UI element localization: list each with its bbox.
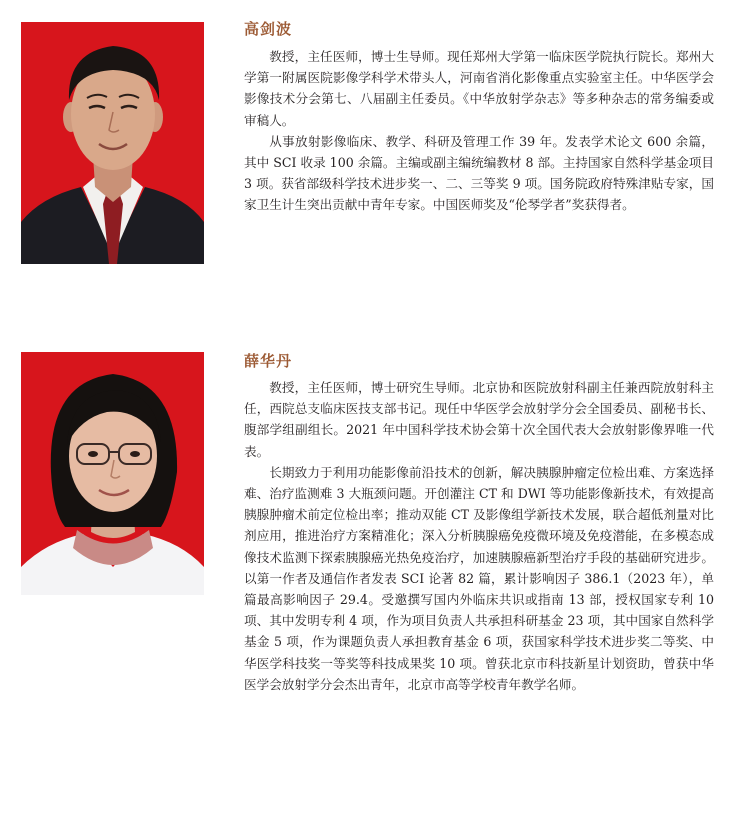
portrait-man-image [21, 22, 204, 264]
bio-paragraph: 从事放射影像临床、教学、科研及管理工作 39 年。发表学术论文 600 余篇，其中 SCI 收录 100 余篇。主编或副主编统编教材 8 部。主持国家自然科学基金项目 3 项。获省部级科学技术进步奖一、二、三等奖 9 项。国务院政府特殊津贴专家，国家卫生计生突出贡献中青年专家。中国医师奖及“伦琴学者”奖获得者。 [244, 133, 714, 213]
bio-paragraph: 长期致力于利用功能影像前沿技术的创新，解决胰腺肿瘤定位检出难、方案选择难、治疗监测难 3 大瓶颈问题。开创灌注 CT 和 DWI 等功能影像新技术，有效提高胰腺肿瘤术前定位检出率；推动双能 CT 及影像组学新技术发展，联合超低剂量对比剂应用，推进治疗方案精准化；深入分析胰腺癌免疫微环境及免疫潜能，在多模态成像技术监测下探索胰腺癌光热免疫治疗，加速胰腺癌新型治疗手段的基础研究进步。以第一作者及通信作者发表 SCI 论著 82 篇，累计影响因子 386.1（2023 年），单篇最高影响因子 29.4。受邀撰写国内外临床共识或指南 13 部，授权国家专利 10 项、其中发明专利 4 项，作为项目负责人共承担科研基金 23 项，其中国家自然科学基金 5 项，作为课题负责人承担教育基金 6 项，获国家科学技术进步奖二等奖、中华医学科技奖一等奖等科技成果奖 10 项。曾获北京市科技新星计划资助，曾获中华医学会放射学分会杰出青年，北京市高等学校青年教学名师。 [244, 464, 714, 692]
profile-name-2: 薛华丹 [244, 352, 293, 370]
profile-bio-1 [244, 46, 714, 216]
portrait-woman-image [21, 352, 204, 595]
bio-paragraph: 教授，主任医师，博士生导师。现任郑州大学第一临床医学院执行院长。郑州大学第一附属医院影像学科学术带头人，河南省消化影像重点实验室主任。中华医学会影像技术分会第七、八届副主任委员。《中华放射学杂志》等多种杂志的常务编委或审稿人。 [244, 49, 714, 128]
portrait-photo-1 [21, 22, 204, 264]
profile-bio-2 [244, 377, 714, 695]
bio-paragraph: 教授，主任医师，博士研究生导师。北京协和医院放射科副主任兼西院放射科主任，西院总支临床医技支部书记。现任中华医学会放射学分会全国委员、副秘书长、腹部学组副组长。2021 年中国科学技术协会第十次全国代表大会放射影像界唯一代表。 [244, 380, 714, 459]
profile-name-1: 高剑波 [244, 20, 293, 38]
portrait-photo-2 [21, 352, 204, 595]
